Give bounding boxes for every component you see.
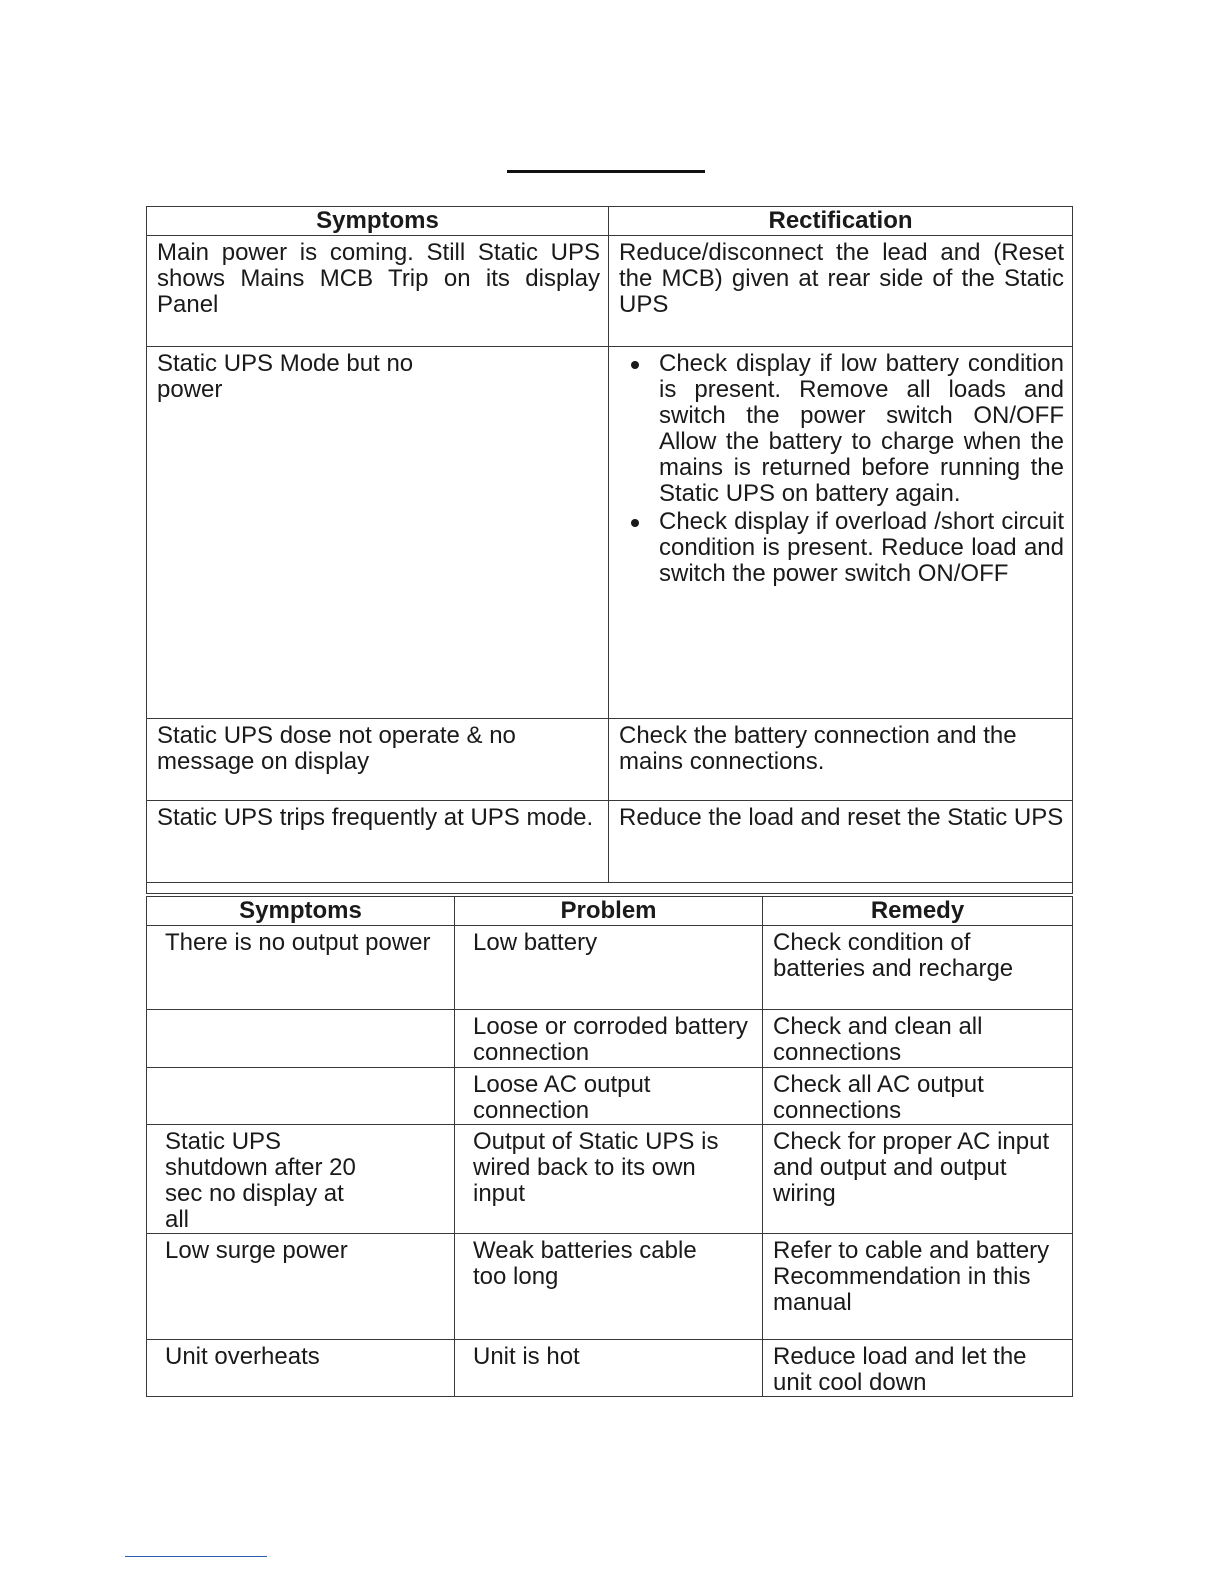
remedy-header: Remedy — [763, 897, 1073, 926]
table-row — [147, 236, 1073, 347]
symptoms-header: Symptoms — [147, 897, 455, 926]
remedy-cell: Check for proper AC input and output and output wiring — [763, 1125, 1073, 1234]
symptom-cell: Main power is coming. Still Static UPS shows Mains MCB Trip on its display Panel — [147, 236, 609, 347]
rectification-cell: Reduce/disconnect the lead and (Reset the MCB) given at rear side of the Static UPS — [609, 236, 1073, 347]
symptom-cell: There is no output power — [147, 926, 455, 1010]
problem-header: Problem — [455, 897, 763, 926]
table-row — [147, 926, 1073, 1010]
spacer-row — [147, 883, 1073, 894]
problem-cell — [455, 1234, 763, 1340]
problem-text: Weak batteries cable too long — [473, 1237, 697, 1290]
problem-text: Output of Static UPS is wired back to its own input — [473, 1128, 719, 1207]
problem-cell: Unit is hot — [455, 1340, 763, 1397]
symptom-cell — [147, 347, 609, 719]
rectification-cell: Check the battery connection and the mains connections. — [609, 719, 1073, 801]
remedy-cell: Refer to cable and battery Recommendation in this manual — [763, 1234, 1073, 1340]
bullet-icon — [631, 519, 639, 527]
symptom-cell: Static UPS dose not operate & no message on display — [147, 719, 609, 801]
rectification-cell — [609, 347, 1073, 719]
problem-cell — [455, 1125, 763, 1234]
symptom-text: Static UPS shutdown after 20 sec no display at all — [165, 1128, 356, 1233]
symptom-cell: Low surge power — [147, 1234, 455, 1340]
symptom-cell — [147, 1068, 455, 1125]
symptom-text: Static UPS Mode but no power — [157, 350, 414, 403]
remedy-cell: Check condition of batteries and recharge — [763, 926, 1073, 1010]
list-item: Check display if overload /short circuit condition is present. Reduce load and switch the power switch ON/OFF — [659, 509, 1064, 587]
symptom-cell — [147, 1125, 455, 1234]
rectification-header: Rectification — [609, 207, 1073, 236]
table-row — [147, 719, 1073, 801]
problem-cell: Low battery — [455, 926, 763, 1010]
table-row — [147, 801, 1073, 883]
table-row — [147, 1125, 1073, 1234]
header-row — [147, 897, 1073, 926]
table-row — [147, 1068, 1073, 1125]
table-row — [147, 1010, 1073, 1068]
symptom-cell: Static UPS trips frequently at UPS mode. — [147, 801, 609, 883]
remedy-cell: Reduce load and let the unit cool down — [763, 1340, 1073, 1397]
problem-cell: Loose or corroded battery connection — [455, 1010, 763, 1068]
rectification-list — [619, 351, 1064, 587]
remedy-cell: Check all AC output connections — [763, 1068, 1073, 1125]
footnote-separator — [125, 1556, 267, 1557]
list-item: Check display if low battery condition is present. Remove all loads and switch the power switch ON/OFF Allow the battery to charge when the mains is returned before running the Static UPS on battery again. — [659, 351, 1064, 507]
remedy-table — [146, 896, 1073, 1397]
table-row — [147, 1340, 1073, 1397]
spacer-cell — [147, 883, 1073, 894]
rectification-cell: Reduce the load and reset the Static UPS — [609, 801, 1073, 883]
symptom-cell — [147, 1010, 455, 1068]
remedy-cell: Check and clean all connections — [763, 1010, 1073, 1068]
symptoms-header: Symptoms — [147, 207, 609, 236]
table-row — [147, 1234, 1073, 1340]
bullet-icon — [631, 361, 639, 369]
title-underline — [507, 170, 705, 173]
header-row — [147, 207, 1073, 236]
symptom-cell: Unit overheats — [147, 1340, 455, 1397]
table-row — [147, 347, 1073, 719]
rectification-table — [146, 206, 1073, 894]
problem-cell: Loose AC output connection — [455, 1068, 763, 1125]
